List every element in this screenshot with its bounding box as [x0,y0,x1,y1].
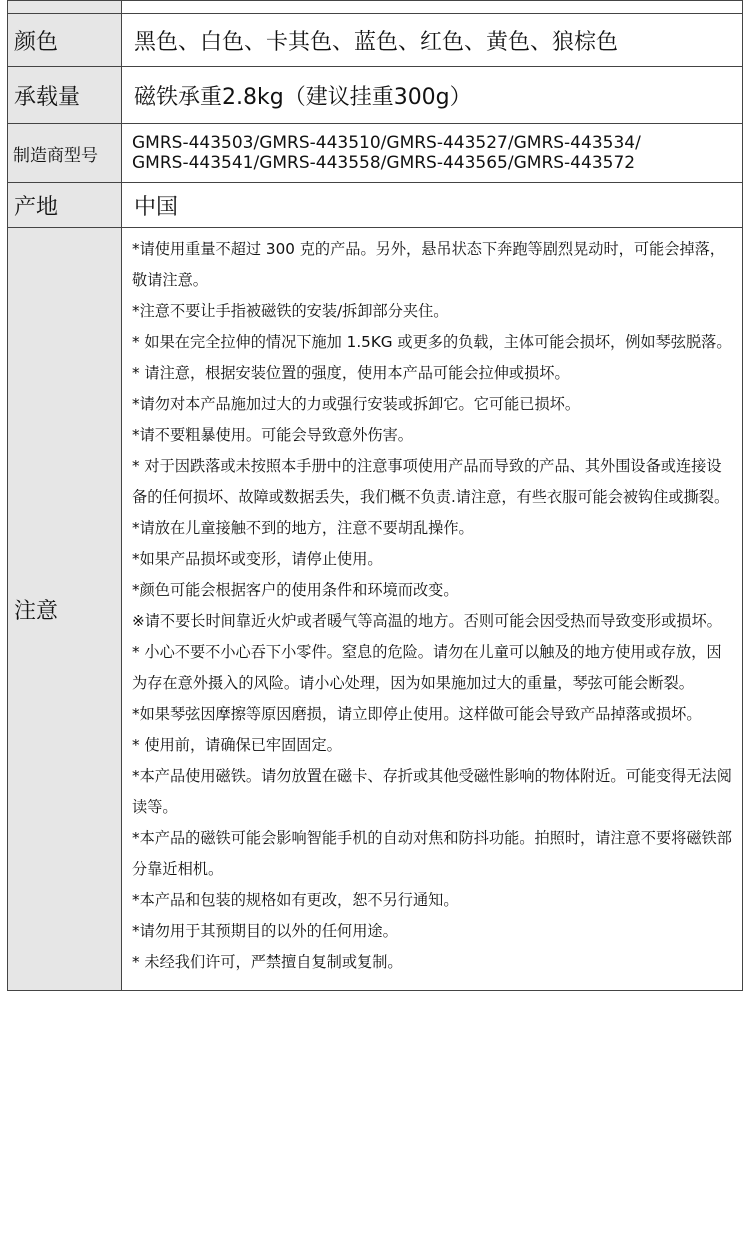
note-item: *如果琴弦因摩擦等原因磨损，请立即停止使用。这样做可能会导致产品掉落或损坏。 [132,705,702,723]
spec-table [7,0,743,991]
color-value: 黑色、白色、卡其色、蓝色、红色、黄色、狼棕色 [122,14,743,67]
note-item: * 请注意，根据安装位置的强度，使用本产品可能会拉伸或损坏。 [132,364,570,382]
table-top-row [8,1,743,14]
top-label-cell [8,1,122,14]
note-item: *本产品的磁铁可能会影响智能手机的自动对焦和防抖功能。拍照时，请注意不要将磁铁部分靠近相机。 [132,829,732,878]
note-item: *请放在儿童接触不到的地方，注意不要胡乱操作。 [132,519,474,537]
model-line-1: GMRS-443503/GMRS-443510/GMRS-443527/GMRS-443534/ [132,133,641,153]
model-line-2: GMRS-443541/GMRS-443558/GMRS-443565/GMRS-443572 [132,153,636,173]
note-item: * 对于因跌落或未按照本手册中的注意事项使用产品而导致的产品、其外围设备或连接设备的任何损坏、故障或数据丢失，我们概不负责.请注意，有些衣服可能会被钩住或撕裂。 [132,457,730,506]
load-label: 承载量 [8,67,122,124]
note-item: * 小心不要不小心吞下小零件。窒息的危险。请勿在儿童可以触及的地方使用或存放，因为存在意外摄入的风险。请小心处理，因为如果施加过大的重量，琴弦可能会断裂。 [132,643,722,692]
note-item: *请不要粗暴使用。可能会导致意外伤害。 [132,426,413,444]
notes-row [8,228,743,991]
model-label: 制造商型号 [8,124,122,183]
note-item: *请勿对本产品施加过大的力或强行安装或拆卸它。它可能已损坏。 [132,395,581,413]
load-value: 磁铁承重2.8kg（建议挂重300g） [122,67,743,124]
note-item: *颜色可能会根据客户的使用条件和环境而改变。 [132,581,459,599]
note-item: * 如果在完全拉伸的情况下施加 1.5KG 或更多的负载，主体可能会损坏，例如琴弦脱落。 [132,333,732,351]
note-item: * 未经我们许可，严禁擅自复制或复制。 [132,953,403,971]
model-value [122,124,743,183]
note-item: *本产品和包装的规格如有更改，恕不另行通知。 [132,891,459,909]
top-value-cell [122,1,743,14]
note-item: *请使用重量不超过 300 克的产品。另外，悬吊状态下奔跑等剧烈晃动时，可能会掉落，敬请注意。 [132,240,725,289]
color-label: 颜色 [8,14,122,67]
load-row [8,67,743,124]
notes-value [122,228,743,991]
color-row [8,14,743,67]
note-item: *请勿用于其预期目的以外的任何用途。 [132,922,398,940]
note-item: *注意不要让手指被磁铁的安装/拆卸部分夹住。 [132,302,449,320]
origin-label: 产地 [8,183,122,228]
origin-row [8,183,743,228]
note-item: *本产品使用磁铁。请勿放置在磁卡、存折或其他受磁性影响的物体附近。可能变得无法阅读等。 [132,767,732,816]
note-item: * 使用前，请确保已牢固固定。 [132,736,342,754]
note-item: ※请不要长时间靠近火炉或者暖气等高温的地方。否则可能会因受热而导致变形或损坏。 [132,612,722,630]
model-row [8,124,743,183]
origin-value: 中国 [122,183,743,228]
notes-label: 注意 [8,228,122,991]
note-item: *如果产品损坏或变形，请停止使用。 [132,550,383,568]
